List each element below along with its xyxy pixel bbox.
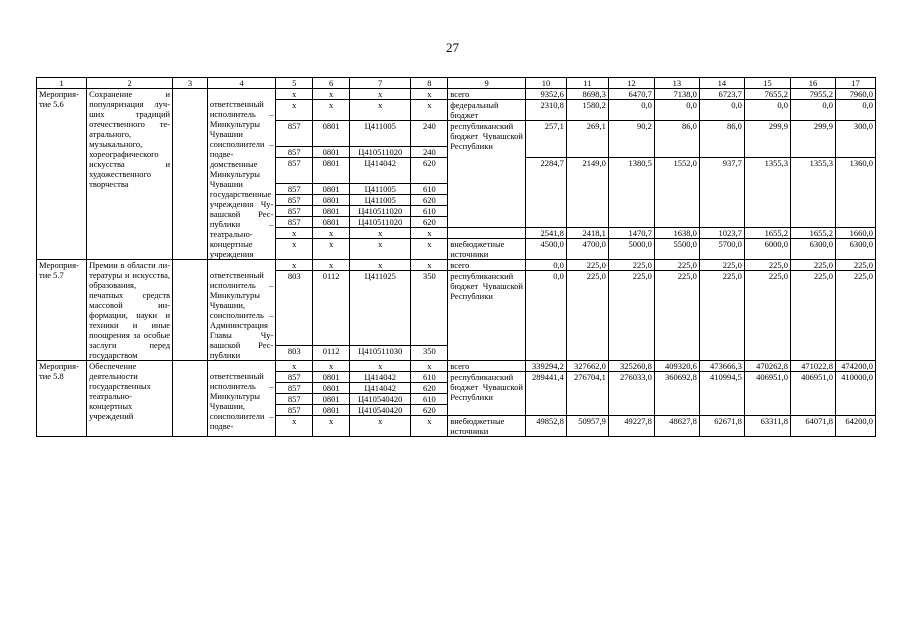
grbs-code: x <box>276 100 313 121</box>
section-code: 0801 <box>313 195 350 206</box>
amount-year-7: 225,0 <box>790 260 835 271</box>
expense-type-code: x <box>411 100 448 121</box>
amount-year-6: 225,0 <box>744 260 790 271</box>
column-number: 14 <box>699 78 744 89</box>
amount-year-8: 1660,0 <box>835 228 875 239</box>
amount-year-5: 1023,7 <box>699 228 744 239</box>
expense-type-code: x <box>411 228 448 239</box>
amount-year-1: 4500,0 <box>526 239 567 260</box>
amount-year-8: 0,0 <box>835 100 875 121</box>
column-number: 9 <box>448 78 526 89</box>
column-number: 8 <box>411 78 448 89</box>
column-number: 1 <box>37 78 87 89</box>
measure-name: Сохранение и популяризация лучших традиций отечественного театрального, музыкального, хореографического искусства и художественного творчества <box>87 89 173 260</box>
amount-year-1: 289441,4 <box>526 372 567 416</box>
grbs-code: 803 <box>276 345 313 361</box>
grbs-code: 857 <box>276 158 313 184</box>
amount-year-2: 8698,3 <box>566 89 608 100</box>
amount-year-6: 6000,0 <box>744 239 790 260</box>
section-code: x <box>313 100 350 121</box>
expense-type-code: 610 <box>411 184 448 195</box>
expense-type-code: 620 <box>411 158 448 184</box>
amount-year-3: 325260,8 <box>608 361 654 372</box>
amount-year-2: 327662,0 <box>566 361 608 372</box>
amount-year-5: 62671,8 <box>699 416 744 437</box>
measure-label: Мероприятие 5.6 <box>37 89 87 260</box>
section-code: 0112 <box>313 345 350 361</box>
amount-year-2: 2149,0 <box>566 158 608 228</box>
amount-year-6: 406951,0 <box>744 372 790 416</box>
column-number: 6 <box>313 78 350 89</box>
column-number-row <box>37 78 876 89</box>
amount-year-4: 0,0 <box>654 100 699 121</box>
expense-type-code: x <box>411 89 448 100</box>
funding-source: всего <box>448 89 526 100</box>
section-code: 0801 <box>313 184 350 195</box>
expense-type-code: 620 <box>411 405 448 416</box>
grbs-code: 857 <box>276 184 313 195</box>
funding-source: республиканский бюджет Чувашской Республики <box>448 271 526 361</box>
column-number: 15 <box>744 78 790 89</box>
expense-type-code: 240 <box>411 121 448 147</box>
amount-year-1: 0,0 <box>526 271 567 361</box>
target-article-code: x <box>350 260 411 271</box>
amount-year-8: 6300,0 <box>835 239 875 260</box>
amount-year-3: 1380,5 <box>608 158 654 228</box>
table-row <box>37 361 876 372</box>
funding-source: внебюджетные источники <box>448 416 526 437</box>
amount-year-5: 5700,0 <box>699 239 744 260</box>
target-article-code: x <box>350 100 411 121</box>
amount-year-1: 2284,7 <box>526 158 567 228</box>
amount-year-7: 1655,2 <box>790 228 835 239</box>
measure-label: Мероприятие 5.8 <box>37 361 87 437</box>
amount-year-3: 276033,0 <box>608 372 654 416</box>
amount-year-5: 410994,5 <box>699 372 744 416</box>
measure-name: Премии в области литературы и искусства, образования, печатных средств массовой информации, науки и техники и иные поощрения за особые заслуги перед государством <box>87 260 173 361</box>
expense-type-code: 610 <box>411 206 448 217</box>
amount-year-3: 1470,7 <box>608 228 654 239</box>
empty-cell <box>173 89 208 260</box>
amount-year-4: 48627,8 <box>654 416 699 437</box>
amount-year-3: 225,0 <box>608 260 654 271</box>
executor-cell <box>207 89 276 260</box>
amount-year-3: 90,2 <box>608 121 654 158</box>
grbs-code: 803 <box>276 271 313 346</box>
amount-year-4: 225,0 <box>654 271 699 361</box>
target-article-code: Ц414042 <box>350 158 411 184</box>
column-number: 16 <box>790 78 835 89</box>
amount-year-7: 1355,3 <box>790 158 835 228</box>
expense-type-code: 240 <box>411 147 448 158</box>
target-article-code: Ц410511020 <box>350 147 411 158</box>
amount-year-8: 7960,0 <box>835 89 875 100</box>
amount-year-4: 409320,6 <box>654 361 699 372</box>
section-code: 0801 <box>313 372 350 383</box>
amount-year-4: 1552,0 <box>654 158 699 228</box>
target-article-code: Ц414042 <box>350 383 411 394</box>
amount-year-4: 86,0 <box>654 121 699 158</box>
amount-year-4: 5500,0 <box>654 239 699 260</box>
empty-cell <box>173 260 208 361</box>
funding-source: всего <box>448 260 526 271</box>
expense-type-code: 350 <box>411 271 448 346</box>
amount-year-3: 0,0 <box>608 100 654 121</box>
amount-year-6: 299,9 <box>744 121 790 158</box>
grbs-code: x <box>276 361 313 372</box>
section-code: 0801 <box>313 206 350 217</box>
amount-year-2: 276704,1 <box>566 372 608 416</box>
target-article-code: Ц411005 <box>350 121 411 147</box>
grbs-code: x <box>276 260 313 271</box>
funding-source: всего <box>448 361 526 372</box>
column-number: 7 <box>350 78 411 89</box>
section-code: 0112 <box>313 271 350 346</box>
amount-year-4: 225,0 <box>654 260 699 271</box>
funding-source: федеральный бюджет <box>448 100 526 121</box>
amount-year-5: 225,0 <box>699 260 744 271</box>
grbs-code: 857 <box>276 147 313 158</box>
target-article-code: Ц410511020 <box>350 206 411 217</box>
grbs-code: 857 <box>276 383 313 394</box>
executor-text: ответственный исполнитель – Минкультуры Чувашии, соисполнитель – Администрация Главы Чувашской Республики <box>209 270 274 360</box>
amount-year-8: 1360,0 <box>835 158 875 228</box>
amount-year-7: 225,0 <box>790 271 835 361</box>
amount-year-1: 9352,6 <box>526 89 567 100</box>
amount-year-4: 7138,0 <box>654 89 699 100</box>
amount-year-4: 1638,0 <box>654 228 699 239</box>
amount-year-8: 64200,0 <box>835 416 875 437</box>
amount-year-2: 4700,0 <box>566 239 608 260</box>
amount-year-2: 225,0 <box>566 271 608 361</box>
column-number: 5 <box>276 78 313 89</box>
executor-cell <box>207 260 276 361</box>
expense-type-code: 620 <box>411 383 448 394</box>
amount-year-8: 225,0 <box>835 271 875 361</box>
amount-year-5: 937,7 <box>699 158 744 228</box>
grbs-code: 857 <box>276 217 313 228</box>
section-code: 0801 <box>313 158 350 184</box>
expense-type-code: 610 <box>411 372 448 383</box>
amount-year-5: 473666,3 <box>699 361 744 372</box>
amount-year-7: 471022,8 <box>790 361 835 372</box>
amount-year-8: 225,0 <box>835 260 875 271</box>
measure-name: Обеспечение деятельности государственных театрально-концертных учреждений <box>87 361 173 437</box>
column-number: 13 <box>654 78 699 89</box>
table-row <box>37 260 876 271</box>
amount-year-1: 257,1 <box>526 121 567 158</box>
target-article-code: Ц411025 <box>350 271 411 346</box>
amount-year-7: 6300,0 <box>790 239 835 260</box>
funding-source: внебюджетные источники <box>448 239 526 260</box>
funding-source <box>448 228 526 239</box>
budget-table <box>36 77 876 437</box>
funding-source: республиканский бюджет Чувашской Республики <box>448 121 526 228</box>
amount-year-8: 474200,0 <box>835 361 875 372</box>
section-code: x <box>313 228 350 239</box>
grbs-code: 857 <box>276 195 313 206</box>
table-row <box>37 89 876 100</box>
section-code: 0801 <box>313 217 350 228</box>
column-number: 4 <box>207 78 276 89</box>
grbs-code: x <box>276 89 313 100</box>
amount-year-7: 64071,8 <box>790 416 835 437</box>
amount-year-7: 299,9 <box>790 121 835 158</box>
target-article-code: x <box>350 361 411 372</box>
amount-year-5: 0,0 <box>699 100 744 121</box>
section-code: 0801 <box>313 394 350 405</box>
target-article-code: x <box>350 228 411 239</box>
grbs-code: x <box>276 239 313 260</box>
amount-year-2: 269,1 <box>566 121 608 158</box>
amount-year-6: 1655,2 <box>744 228 790 239</box>
target-article-code: Ц410540420 <box>350 405 411 416</box>
amount-year-6: 470262,8 <box>744 361 790 372</box>
amount-year-1: 2541,8 <box>526 228 567 239</box>
section-code: x <box>313 89 350 100</box>
amount-year-1: 0,0 <box>526 260 567 271</box>
amount-year-6: 63311,8 <box>744 416 790 437</box>
column-number: 11 <box>566 78 608 89</box>
column-number: 10 <box>526 78 567 89</box>
section-code: x <box>313 416 350 437</box>
grbs-code: 857 <box>276 394 313 405</box>
target-article-code: Ц411005 <box>350 195 411 206</box>
grbs-code: x <box>276 416 313 437</box>
grbs-code: 857 <box>276 372 313 383</box>
amount-year-3: 49227,8 <box>608 416 654 437</box>
amount-year-2: 1580,2 <box>566 100 608 121</box>
executor-cell <box>207 361 276 437</box>
column-number: 2 <box>87 78 173 89</box>
section-code: 0801 <box>313 121 350 147</box>
target-article-code: Ц410511020 <box>350 217 411 228</box>
amount-year-3: 225,0 <box>608 271 654 361</box>
column-number: 12 <box>608 78 654 89</box>
target-article-code: Ц410540420 <box>350 394 411 405</box>
expense-type-code: 610 <box>411 394 448 405</box>
target-article-code: x <box>350 239 411 260</box>
grbs-code: x <box>276 228 313 239</box>
funding-source: республиканский бюджет Чувашской Республики <box>448 372 526 416</box>
empty-cell <box>173 361 208 437</box>
amount-year-8: 410000,0 <box>835 372 875 416</box>
measure-label: Мероприятие 5.7 <box>37 260 87 361</box>
amount-year-2: 50957,9 <box>566 416 608 437</box>
column-number: 17 <box>835 78 875 89</box>
section-code: x <box>313 361 350 372</box>
amount-year-5: 6723,7 <box>699 89 744 100</box>
target-article-code: Ц410511030 <box>350 345 411 361</box>
amount-year-6: 225,0 <box>744 271 790 361</box>
expense-type-code: 350 <box>411 345 448 361</box>
amount-year-2: 2418,1 <box>566 228 608 239</box>
section-code: 0801 <box>313 147 350 158</box>
expense-type-code: x <box>411 361 448 372</box>
amount-year-1: 339294,2 <box>526 361 567 372</box>
expense-type-code: x <box>411 239 448 260</box>
expense-type-code: 620 <box>411 217 448 228</box>
executor-text: ответственный исполнитель – Минкультуры Чувашии соисполнители – подведомственные Минкультуры Чувашии государственные учреждения Чувашской Республики – театрально-концертные учреждения <box>209 99 274 259</box>
page-number: 27 <box>446 40 459 55</box>
section-code: x <box>313 260 350 271</box>
expense-type-code: x <box>411 416 448 437</box>
grbs-code: 857 <box>276 206 313 217</box>
amount-year-6: 0,0 <box>744 100 790 121</box>
grbs-code: 857 <box>276 405 313 416</box>
expense-type-code: x <box>411 260 448 271</box>
amount-year-5: 225,0 <box>699 271 744 361</box>
amount-year-5: 86,0 <box>699 121 744 158</box>
section-code: x <box>313 239 350 260</box>
amount-year-1: 2310,8 <box>526 100 567 121</box>
amount-year-7: 7955,2 <box>790 89 835 100</box>
target-article-code: x <box>350 89 411 100</box>
amount-year-2: 225,0 <box>566 260 608 271</box>
amount-year-7: 0,0 <box>790 100 835 121</box>
column-number: 3 <box>173 78 208 89</box>
amount-year-8: 300,0 <box>835 121 875 158</box>
target-article-code: Ц414042 <box>350 372 411 383</box>
executor-text: ответственный исполнитель – Минкультуры Чувашии, соисполнители – подве- <box>209 371 274 431</box>
section-code: 0801 <box>313 383 350 394</box>
amount-year-1: 49852,8 <box>526 416 567 437</box>
amount-year-6: 1355,3 <box>744 158 790 228</box>
target-article-code: Ц411005 <box>350 184 411 195</box>
grbs-code: 857 <box>276 121 313 147</box>
expense-type-code: 620 <box>411 195 448 206</box>
section-code: 0801 <box>313 405 350 416</box>
amount-year-3: 5000,0 <box>608 239 654 260</box>
amount-year-7: 406951,0 <box>790 372 835 416</box>
target-article-code: x <box>350 416 411 437</box>
amount-year-3: 6470,7 <box>608 89 654 100</box>
amount-year-4: 360692,8 <box>654 372 699 416</box>
amount-year-6: 7655,2 <box>744 89 790 100</box>
